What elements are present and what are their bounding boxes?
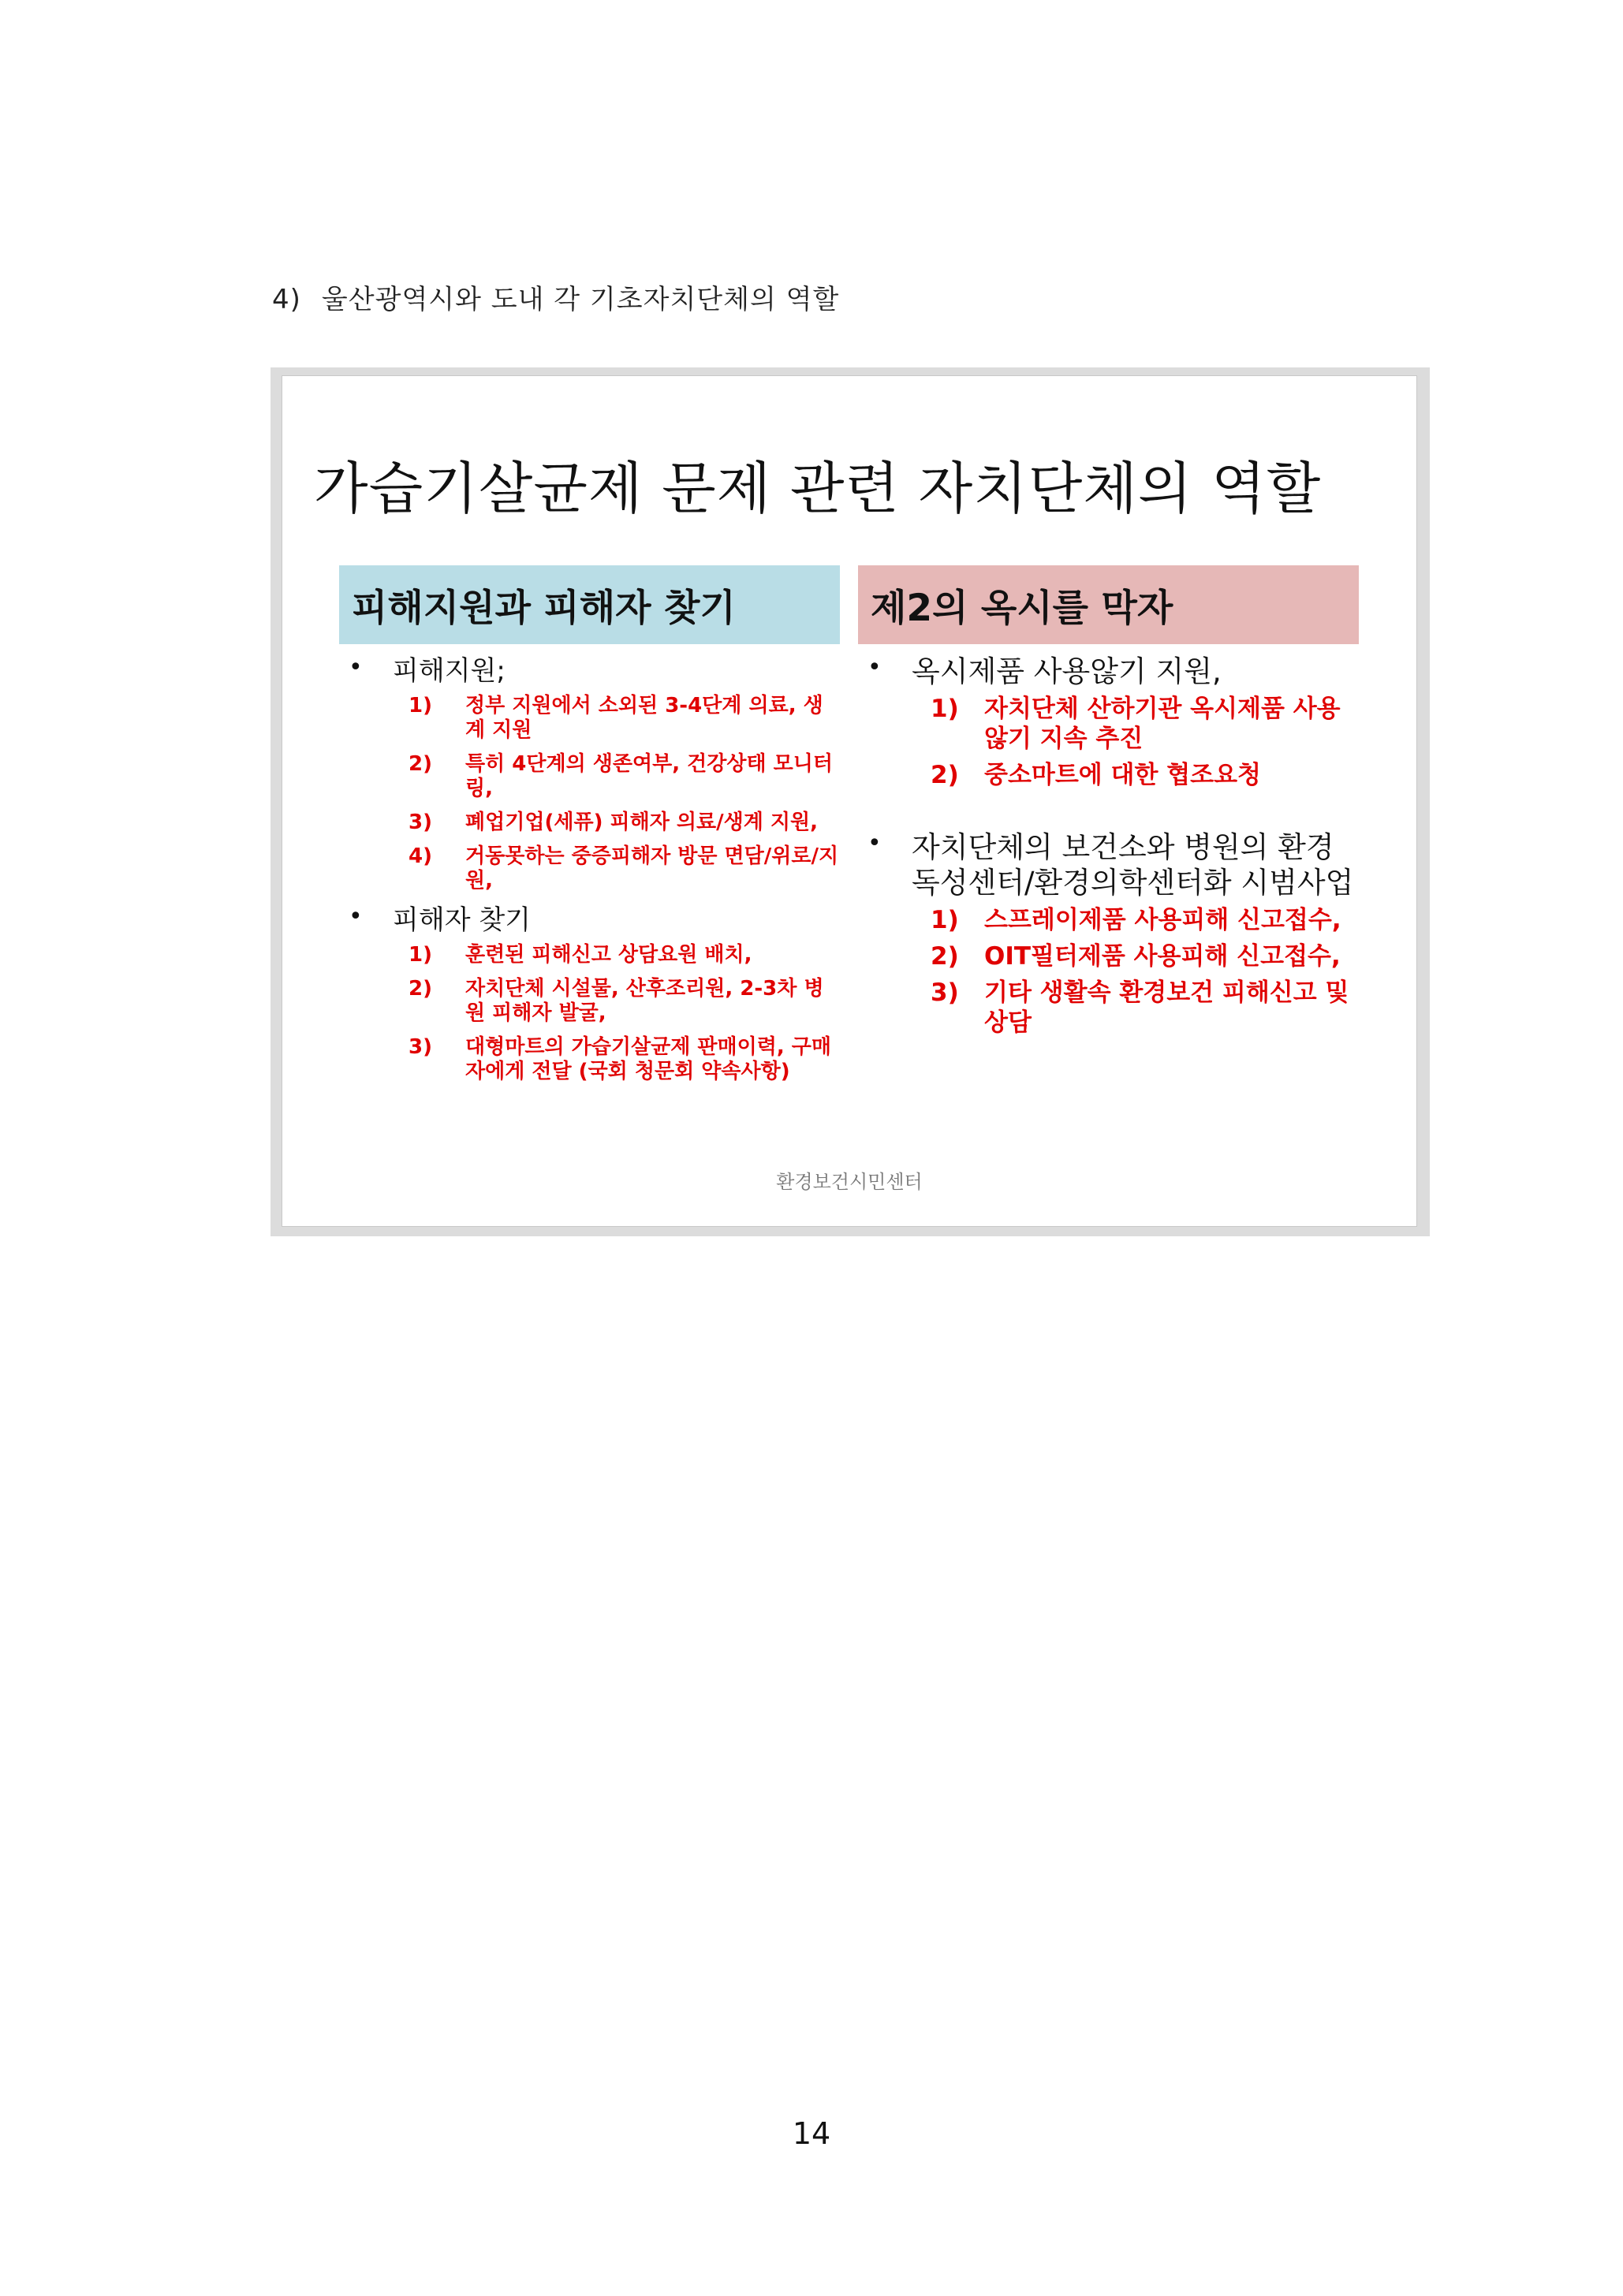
sub-text: 스프레이제품 사용피해 신고접수,	[984, 906, 1341, 934]
section-title: 울산광역시와 도내 각 기초자치단체의 역할	[321, 284, 840, 315]
bullet-item	[339, 654, 840, 893]
sub-number: 1)	[931, 695, 959, 723]
sub-number: 2)	[409, 977, 432, 1001]
bullet-text: 피해지원;	[393, 655, 506, 687]
sub-text: 정부 지원에서 소외된 3-4단계 의료, 생계 지원	[465, 694, 823, 742]
sub-text: 자치단체 산하기관 옥시제품 사용않기 지속 추진	[984, 695, 1341, 753]
slide	[282, 375, 1417, 1227]
right-bullet-list	[858, 654, 1359, 1038]
sub-text: 훈련된 피해신고 상담요원 배치,	[465, 943, 752, 967]
sub-number: 2)	[409, 752, 432, 776]
sub-item	[393, 694, 840, 743]
sub-item	[393, 844, 840, 893]
sub-text: 거동못하는 중증피해자 방문 면담/위로/지원,	[465, 844, 839, 893]
sub-text: 폐업기업(세퓨) 피해자 의료/생계 지원,	[465, 811, 819, 834]
right-column-header: 제2의 옥시를 막자	[858, 565, 1359, 644]
bullet-item	[858, 654, 1359, 790]
section-number: 4)	[272, 284, 301, 315]
bullet-dot-icon: •	[867, 654, 882, 681]
sub-item	[393, 977, 840, 1026]
sub-number: 1)	[409, 694, 432, 718]
sub-number: 1)	[409, 943, 432, 967]
bullet-text: 옥시제품 사용않기 지원,	[912, 654, 1222, 688]
sub-item	[912, 694, 1359, 754]
sub-item	[393, 752, 840, 801]
bullet-item	[339, 903, 840, 1084]
sub-number: 3)	[931, 978, 959, 1007]
sub-number: 3)	[409, 811, 432, 834]
sub-list	[393, 943, 840, 1084]
slide-frame	[270, 367, 1430, 1236]
left-column	[339, 565, 840, 1094]
sub-number: 2)	[931, 761, 959, 789]
sub-text: 중소마트에 대한 협조요청	[984, 761, 1261, 789]
sub-number: 3)	[409, 1035, 432, 1059]
left-bullet-list	[339, 654, 840, 1084]
left-column-header: 피해지원과 피해자 찾기	[339, 565, 840, 644]
bullet-dot-icon: •	[349, 654, 363, 681]
bullet-dot-icon: •	[349, 903, 363, 930]
bullet-item	[858, 829, 1359, 1038]
page-number: 14	[792, 2116, 831, 2151]
bullet-text: 피해자 찾기	[393, 904, 532, 936]
sub-number: 2)	[931, 942, 959, 971]
sub-text: 특히 4단계의 생존여부, 건강상태 모니터링,	[465, 752, 834, 800]
slide-title: 가습기살균제 문제 관련 자치단체의 역할	[314, 456, 1322, 521]
sub-list	[912, 694, 1359, 790]
sub-item	[912, 978, 1359, 1038]
section-heading	[272, 278, 839, 316]
sub-item	[393, 811, 840, 835]
sub-text: 대형마트의 가습기살균제 판매이력, 구매자에게 전달 (국회 청문회 약속사항)	[465, 1035, 832, 1083]
sub-item	[912, 941, 1359, 971]
right-column	[858, 565, 1359, 1044]
bullet-text: 자치단체의 보건소와 병원의 환경독성센터/환경의학센터화 시범사업	[912, 830, 1354, 900]
sub-text: 기타 생활속 환경보건 피해신고 및 상담	[984, 978, 1349, 1037]
sub-list	[393, 694, 840, 893]
sub-number: 4)	[409, 844, 432, 868]
sub-text: 자치단체 시설물, 산후조리원, 2-3차 병원 피해자 발굴,	[465, 977, 824, 1025]
sub-item	[912, 760, 1359, 790]
bullet-dot-icon: •	[867, 829, 882, 857]
sub-text: OIT필터제품 사용피해 신고접수,	[984, 942, 1341, 971]
sub-item	[912, 905, 1359, 935]
sub-number: 1)	[931, 906, 959, 934]
sub-item	[393, 1035, 840, 1084]
sub-item	[393, 943, 840, 967]
sub-list	[912, 905, 1359, 1038]
slide-footer: 환경보건시민센터	[776, 1171, 923, 1193]
